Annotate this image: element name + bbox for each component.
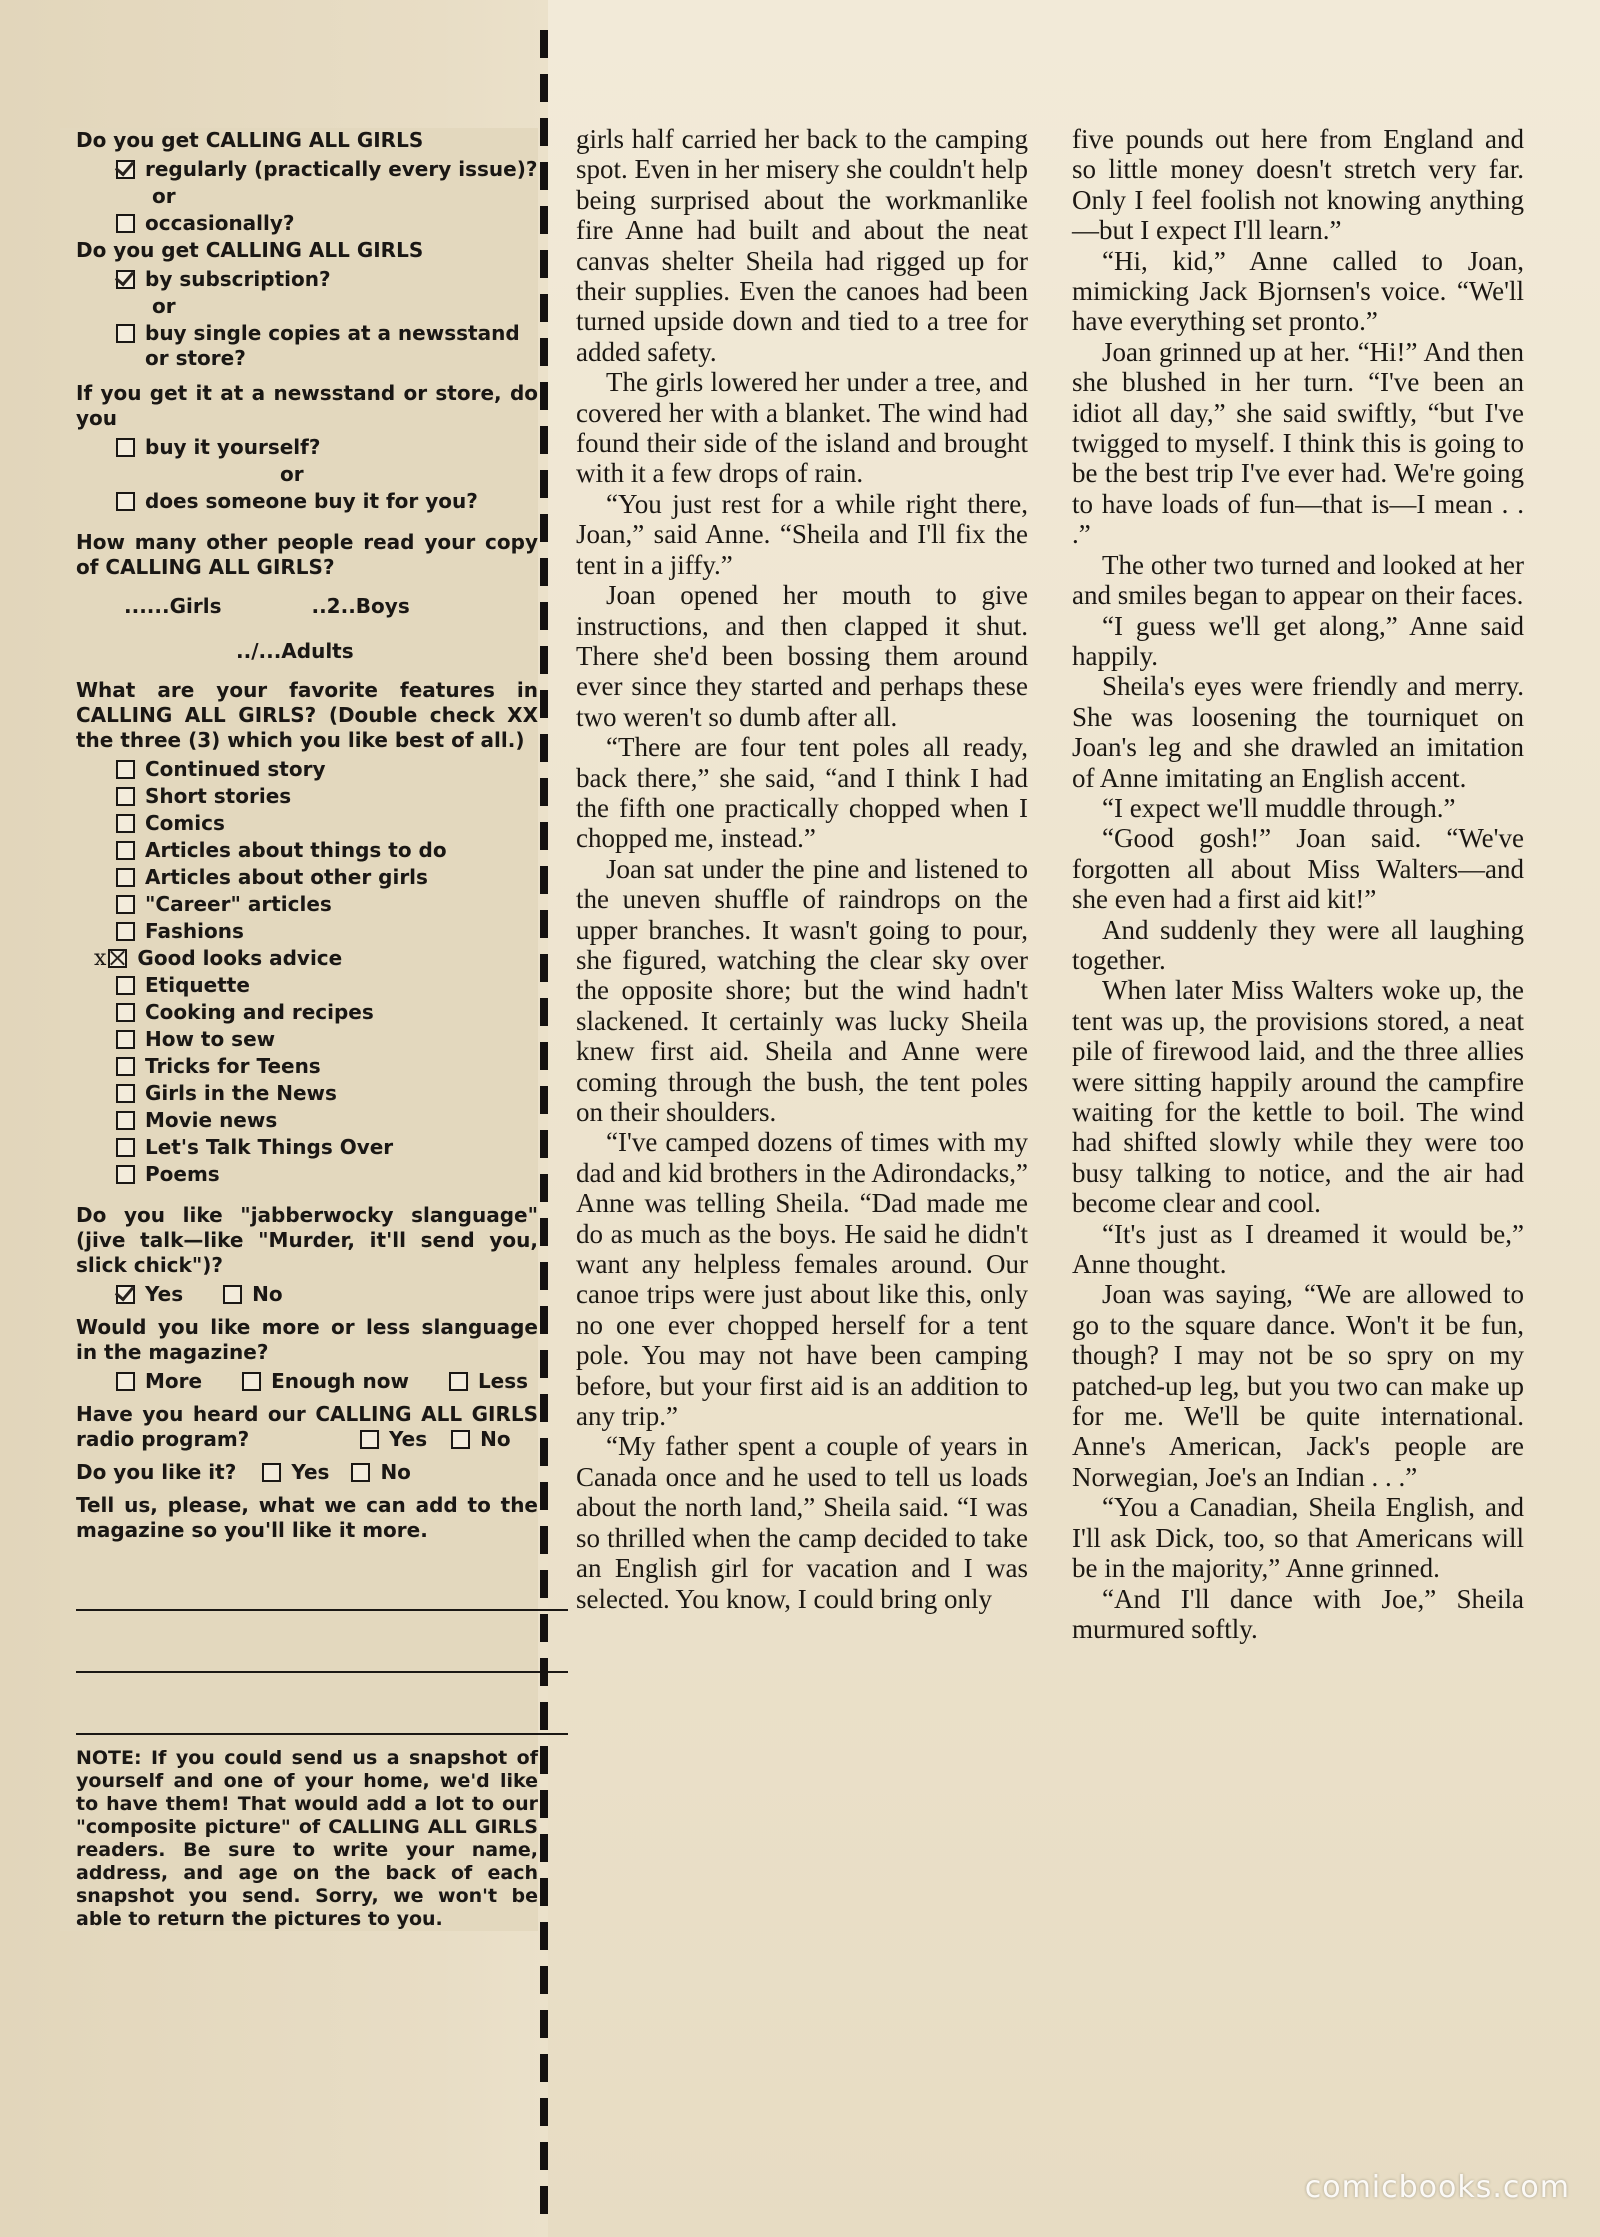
q3-option-someone[interactable] [116, 489, 538, 514]
q6-options [116, 1282, 538, 1307]
divider-dash [540, 1790, 548, 1818]
feature-label: Girls in the News [145, 1081, 337, 1105]
feature-option[interactable] [116, 811, 538, 836]
option-label: No [380, 1460, 411, 1484]
option-label: Enough now [271, 1369, 409, 1393]
option-label: does someone buy it for you? [145, 489, 478, 513]
feature-option[interactable] [116, 919, 538, 944]
story-paragraph: “And I'll dance with Joe,” Sheila murmured softly. [1072, 1583, 1524, 1644]
divider-dash [540, 2054, 548, 2082]
q1-option-regularly[interactable] [116, 157, 538, 182]
feature-label: Fashions [145, 919, 244, 943]
question-4: How many other people read your copy of CALLING ALL GIRLS? [76, 530, 538, 579]
divider-dash [540, 1350, 548, 1378]
option-label: by subscription? [145, 267, 331, 291]
divider-dash [540, 1966, 548, 1994]
reader-counts [124, 594, 538, 619]
feature-label: Articles about other girls [145, 865, 428, 889]
feature-label: Movie news [145, 1108, 278, 1132]
divider-dash [540, 558, 548, 586]
feature-option[interactable] [116, 973, 538, 998]
story-paragraph: “I've camped dozens of times with my dad and kid brothers in the Adirondacks,” Anne was telling Sheila. “Dad made me do as much as the boys. He said he didn't want any helpless females around. Our canoe trips were just about like this, only no one ever chopped herself for a tent pole. You may not have been camping before, but your first aid is an addition to any trip.” [576, 1127, 1028, 1432]
site-watermark: comicbooks.com [1304, 2170, 1570, 2205]
checkbox[interactable] [116, 1057, 135, 1076]
checkbox[interactable] [116, 1003, 135, 1022]
question-9: Do you like it? [76, 1460, 237, 1484]
checkbox[interactable] [116, 1111, 135, 1130]
story-paragraph: The girls lowered her under a tree, and covered her with a blanket. The wind had found their side of the island and brought with it a few drops of rain. [576, 367, 1028, 489]
option-label: Less [477, 1369, 529, 1393]
feature-label: Comics [145, 811, 225, 835]
divider-dash [540, 1570, 548, 1598]
question-2: Do you get CALLING ALL GIRLS [76, 238, 424, 262]
q3-option-yourself[interactable] [116, 435, 538, 460]
checkbox[interactable] [116, 922, 135, 941]
q8-options [360, 1427, 538, 1452]
question-5: What are your favorite features in CALLING ALL GIRLS? (Double check XX the three (3) which you like best of all.) [76, 678, 538, 752]
checkbox[interactable] [116, 1165, 135, 1184]
option-label: buy it yourself? [145, 435, 321, 459]
checkbox[interactable] [116, 787, 135, 806]
question-7: Would you like more or less slanguage in the magazine? [76, 1315, 538, 1364]
q6-no[interactable] [223, 1282, 282, 1307]
option-label: More [145, 1369, 203, 1393]
divider-dash [540, 1746, 548, 1774]
checkbox[interactable] [116, 976, 135, 995]
divider-dash [540, 1306, 548, 1334]
story-paragraph: Sheila's eyes were friendly and merry. She was loosening the tourniquet on Joan's leg and she drawled an imitation of Anne imitating an English accent. [1072, 671, 1524, 793]
divider-dash [540, 1042, 548, 1070]
checkbox[interactable] [116, 814, 135, 833]
checkbox-checked[interactable] [116, 1285, 135, 1304]
divider-dash [540, 822, 548, 850]
feature-option[interactable] [116, 892, 538, 917]
story-column-1 [576, 124, 1028, 1614]
divider-dash [540, 910, 548, 938]
divider-dash [540, 2142, 548, 2170]
divider-dash [540, 1526, 548, 1554]
divider-dash [540, 2010, 548, 2038]
q8-yes[interactable] [360, 1427, 427, 1452]
story-paragraph: “Hi, kid,” Anne called to Joan, mimicking Jack Bjornsen's voice. “We'll have everything set pronto.” [1072, 245, 1524, 337]
divider-dash [540, 206, 548, 234]
divider-dash [540, 250, 548, 278]
checkbox[interactable] [116, 214, 135, 233]
story-paragraph: “There are four tent poles all ready, back there,” she said, “and I think I had the fifth one practically chopped when I chopped me, instead.” [576, 732, 1028, 854]
checkbox[interactable] [351, 1463, 370, 1482]
divider-dash [540, 1394, 548, 1422]
divider-dash [540, 470, 548, 498]
option-label: regularly (practically every issue)? [145, 157, 538, 181]
story-paragraph: Joan grinned up at her. “Hi!” And then she blushed in her turn. “I've been an idiot all day,” she said swiftly, “but I've twigged to myself. I think this is going to be the best trip I've ever had. We're going to have loads of fun—that is—I mean . . .” [1072, 336, 1524, 550]
divider-dash [540, 602, 548, 630]
feature-option[interactable] [116, 757, 538, 782]
adults-count[interactable]: ../...Adults [236, 639, 354, 663]
checkbox[interactable] [116, 1030, 135, 1049]
checkbox[interactable] [116, 895, 135, 914]
feature-option[interactable] [116, 1081, 538, 1106]
q2-option-single-copies[interactable] [116, 321, 538, 371]
story-paragraph: “You a Canadian, Sheila English, and I'll ask Dick, too, so that Americans will be in the majority,” Anne grinned. [1072, 1492, 1524, 1584]
q2-option-subscription[interactable] [116, 267, 538, 292]
question-6: Do you like "jabberwocky slanguage" (jive talk—like "Murder, it'll send you, slick chick")? [76, 1203, 538, 1277]
divider-dash [540, 30, 548, 58]
story-paragraph: five pounds out here from England and so little money doesn't stretch very far. Only I feel foolish not knowing anything—but I expect I'll learn.” [1072, 124, 1524, 246]
checkbox[interactable] [116, 324, 135, 343]
feature-option[interactable] [116, 1027, 538, 1052]
story-paragraph: “It's just as I dreamed it would be,” Anne thought. [1072, 1218, 1524, 1280]
divider-dash [540, 1922, 548, 1950]
boys-count[interactable]: ..2..Boys [311, 594, 410, 618]
or-label: or [152, 184, 176, 208]
reader-survey [60, 128, 538, 1931]
checkbox[interactable] [116, 868, 135, 887]
divider-dash [540, 1086, 548, 1114]
question-1: Do you get CALLING ALL GIRLS [76, 128, 424, 152]
divider-dash [540, 118, 548, 146]
divider-dash [540, 954, 548, 982]
checkbox[interactable] [116, 1372, 135, 1391]
divider-dash [540, 866, 548, 894]
feature-label: Continued story [145, 757, 326, 781]
feature-label: Good looks advice [137, 946, 343, 970]
feature-option[interactable] [116, 838, 538, 863]
question-8: Have you heard our CALLING ALL GIRLS radio program? [76, 1402, 538, 1451]
divider-dash [540, 1878, 548, 1906]
divider-dash [540, 998, 548, 1026]
divider-dash [540, 382, 548, 410]
option-label: Yes [389, 1427, 428, 1451]
checkbox-checked[interactable] [116, 160, 135, 179]
option-label: No [480, 1427, 511, 1451]
dashed-column-divider [540, 30, 550, 2237]
or-label: or [280, 462, 304, 486]
checkbox[interactable] [116, 760, 135, 779]
divider-dash [540, 426, 548, 454]
checkbox[interactable] [116, 438, 135, 457]
feature-label: Tricks for Teens [145, 1054, 321, 1078]
story-paragraph: Joan opened her mouth to give instructions, and then clapped it shut. There she'd been bossing them around ever since they started and perhaps these two weren't so dumb after all. [576, 580, 1028, 732]
divider-dash [540, 1438, 548, 1466]
snapshot-note: NOTE: If you could send us a snapshot of yourself and one of your home, we'd like to have them! That would add a lot to our "composite picture" of CALLING ALL GIRLS readers. Be sure to write your name, address, and age on the back of each snapshot you send. Sorry, we won't be able to return the pictures to you. [76, 1747, 538, 1930]
checkbox[interactable] [242, 1372, 261, 1391]
divider-dash [540, 778, 548, 806]
story-paragraph: “I guess we'll get along,” Anne said happily. [1072, 610, 1524, 671]
q8-no[interactable] [451, 1427, 510, 1452]
feature-option[interactable] [116, 1000, 538, 1025]
story-paragraph: And suddenly they were all laughing together. [1072, 914, 1524, 975]
divider-dash [540, 1702, 548, 1730]
checkbox[interactable] [116, 841, 135, 860]
divider-dash [540, 294, 548, 322]
feature-option[interactable] [116, 1135, 538, 1160]
feature-label: "Career" articles [145, 892, 332, 916]
pen-mark: x [94, 946, 107, 971]
story-paragraph: Joan was saying, “We are allowed to go to the square dance. Won't it be fun, though? I may not be so spry on my patched-up leg, but you two can make up for me. We'll be quite international. Anne's American, Jack's people are Norwegian, Joe's an Indian . . .” [1072, 1279, 1524, 1492]
divider-dash [540, 1130, 548, 1158]
divider-dash [540, 690, 548, 718]
checkbox[interactable] [116, 1084, 135, 1103]
checkbox[interactable] [223, 1285, 242, 1304]
option-label: buy single copies at a newsstand or store? [145, 321, 520, 370]
feature-option[interactable] [116, 865, 538, 890]
feature-label: Etiquette [145, 973, 250, 997]
option-label: Yes [145, 1282, 184, 1306]
story-column-2 [1072, 124, 1524, 1644]
divider-dash [540, 1482, 548, 1510]
q7-enough[interactable] [242, 1369, 409, 1394]
adults-row [236, 639, 538, 664]
feature-label: Poems [145, 1162, 220, 1186]
question-3: If you get it at a newsstand or store, do you [76, 381, 538, 430]
story-paragraph: “You just rest for a while right there, Joan,” said Anne. “Sheila and I'll fix the tent in a jiffy.” [576, 488, 1028, 580]
q7-more[interactable] [116, 1369, 202, 1394]
story-paragraph: “I expect we'll muddle through.” [1102, 792, 1456, 823]
story-paragraph: Joan sat under the pine and listened to the uneven shuffle of raindrops on the upper branches. It wasn't going to pour, she figured, watching the clear sky over the opposite shore; but the wind hadn't slackened. It certainly was lucky Sheila knew first aid. Sheila and Anne were coming through the bush, the tent poles on their shoulders. [576, 853, 1028, 1127]
question-10: Tell us, please, what we can add to the magazine so you'll like it more. [76, 1493, 538, 1542]
or-label: or [152, 294, 176, 318]
feature-label: Articles about things to do [145, 838, 447, 862]
divider-dash [540, 74, 548, 102]
divider-dash [540, 338, 548, 366]
feature-option[interactable] [116, 1162, 538, 1187]
feature-option-good-looks[interactable] [94, 946, 538, 971]
feature-option[interactable] [116, 1108, 538, 1133]
checkbox-checked[interactable] [116, 270, 135, 289]
divider-dash [540, 514, 548, 542]
checkbox[interactable] [449, 1372, 468, 1391]
checkbox[interactable] [451, 1430, 470, 1449]
divider-dash [540, 734, 548, 762]
q9-no[interactable] [351, 1460, 410, 1485]
q7-options [116, 1369, 538, 1394]
story-paragraph: When later Miss Walters woke up, the tent was up, the provisions stored, a neat pile of firewood laid, and the three allies were sitting happily around the campfire waiting for the kettle to boil. The wind had shifted slowly while they were too busy talking to notice, and the air had become clear and cool. [1072, 975, 1524, 1219]
divider-dash [540, 1834, 548, 1862]
feature-label: Let's Talk Things Over [145, 1135, 394, 1159]
divider-dash [540, 2098, 548, 2126]
q6-yes[interactable] [116, 1282, 183, 1307]
q7-less[interactable] [449, 1369, 528, 1394]
question-9-row [76, 1460, 538, 1485]
option-label: occasionally? [145, 211, 295, 235]
divider-dash [540, 1218, 548, 1246]
option-label: No [252, 1282, 283, 1306]
divider-dash [540, 2186, 548, 2214]
divider-dash [540, 1614, 548, 1642]
divider-dash [540, 162, 548, 190]
feature-label: How to sew [145, 1027, 276, 1051]
divider-dash [540, 1262, 548, 1290]
checkbox[interactable] [116, 1138, 135, 1157]
story-paragraph: The other two turned and looked at her and smiles began to appear on their faces. [1072, 549, 1524, 611]
q1-option-occasionally[interactable] [116, 211, 538, 236]
feature-label: Short stories [145, 784, 292, 808]
divider-dash [540, 1174, 548, 1202]
q9-yes[interactable] [262, 1460, 329, 1485]
story-paragraph: girls half carried her back to the camping spot. Even in her misery she couldn't help being surprised about the workmanlike fire Anne had built and about the neat canvas shelter Sheila had rigged up for their supplies. Even the canoes had been turned upside down and tied to a tree for added safety. [576, 124, 1028, 367]
feature-label: Cooking and recipes [145, 1000, 374, 1024]
q9-options [262, 1460, 411, 1485]
divider-dash [540, 646, 548, 674]
divider-dash [540, 1658, 548, 1686]
feature-option[interactable] [116, 1054, 538, 1079]
girls-count[interactable]: ......Girls [124, 594, 222, 618]
story-paragraph: “My father spent a couple of years in Canada once and he used to tell us loads about the north land,” Sheila said. “I was so thrilled when the camp decided to take an English girl for vacation and I was selected. You know, I could bring only [576, 1431, 1028, 1614]
option-label: Yes [291, 1460, 330, 1484]
checkbox-x-marked[interactable] [108, 949, 127, 968]
checkbox[interactable] [360, 1430, 379, 1449]
checkbox[interactable] [116, 492, 135, 511]
feature-option[interactable] [116, 784, 538, 809]
story-paragraph: “Good gosh!” Joan said. “We've forgotten all about Miss Walters—and she even had a first aid kit!” [1072, 823, 1524, 915]
checkbox[interactable] [262, 1463, 281, 1482]
